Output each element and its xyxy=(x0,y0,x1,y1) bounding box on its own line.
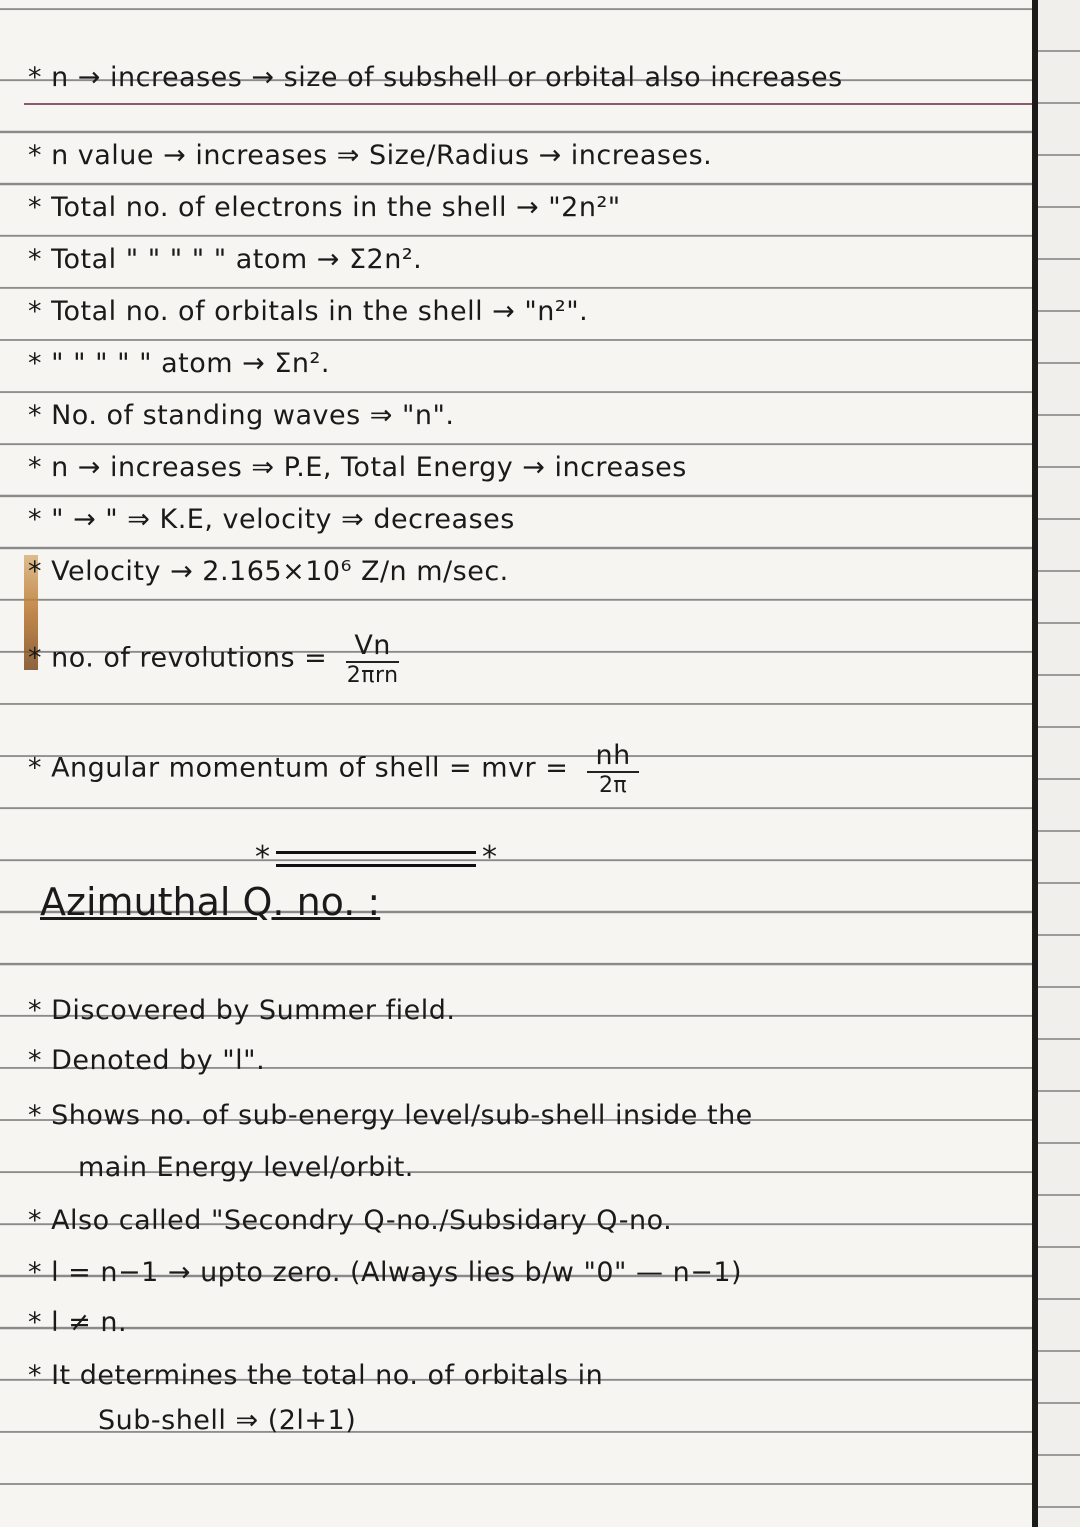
note-line: * Denoted by "l". xyxy=(28,1045,266,1076)
double-rule xyxy=(276,851,476,867)
note-line: * Total no. of orbitals in the shell → "n²". xyxy=(28,296,589,327)
section-heading: Azimuthal Q. no. : xyxy=(40,880,381,924)
fraction-numerator: Vn xyxy=(346,630,399,663)
note-line: * n value → increases ⇒ Size/Radius → increases. xyxy=(28,140,713,171)
note-line: * Shows no. of sub-energy level/sub-shell inside the xyxy=(28,1100,753,1131)
note-line: main Energy level/orbit. xyxy=(78,1152,414,1183)
section-divider xyxy=(255,840,497,875)
divider-star-right: * xyxy=(482,840,497,875)
note-line: Sub-shell ⇒ (2l+1) xyxy=(98,1405,357,1436)
note-line: * " " " " " atom → Σn². xyxy=(28,348,330,379)
note-line: * l ≠ n. xyxy=(28,1307,128,1338)
note-line: * n → increases ⇒ P.E, Total Energy → increases xyxy=(28,452,687,483)
fraction-denominator: 2πrn xyxy=(346,663,399,688)
revolutions-label: * no. of revolutions = xyxy=(28,642,328,674)
note-line: * No. of standing waves ⇒ "n". xyxy=(28,400,455,431)
angular-momentum-fraction xyxy=(587,740,638,798)
note-line: * Total " " " " " atom → Σ2n². xyxy=(28,244,423,275)
note-line: * " → " ⇒ K.E, velocity ⇒ decreases xyxy=(28,504,515,535)
note-line: * l = n−1 → upto zero. (Always lies b/w "0" — n−1) xyxy=(28,1257,743,1288)
top-note: * n → increases → size of subshell or orbital also increases xyxy=(28,62,843,93)
note-line: * Also called "Secondry Q-no./Subsidary Q-no. xyxy=(28,1205,673,1236)
next-page-edge xyxy=(1038,0,1080,1527)
divider-star-left: * xyxy=(255,840,270,875)
note-line: * It determines the total no. of orbitals in xyxy=(28,1360,604,1391)
note-line: * Velocity → 2.165×10⁶ Z/n m/sec. xyxy=(28,556,509,587)
fraction-denominator: 2π xyxy=(598,773,628,798)
angular-momentum-label: * Angular momentum of shell = mvr = xyxy=(28,752,569,784)
note-line: * Discovered by Summer field. xyxy=(28,995,456,1026)
fraction-numerator: nh xyxy=(587,740,638,773)
revolutions-formula xyxy=(28,630,399,688)
angular-momentum-formula xyxy=(28,740,639,798)
note-line: * Total no. of electrons in the shell → "2n²" xyxy=(28,192,621,223)
revolutions-fraction xyxy=(346,630,399,688)
